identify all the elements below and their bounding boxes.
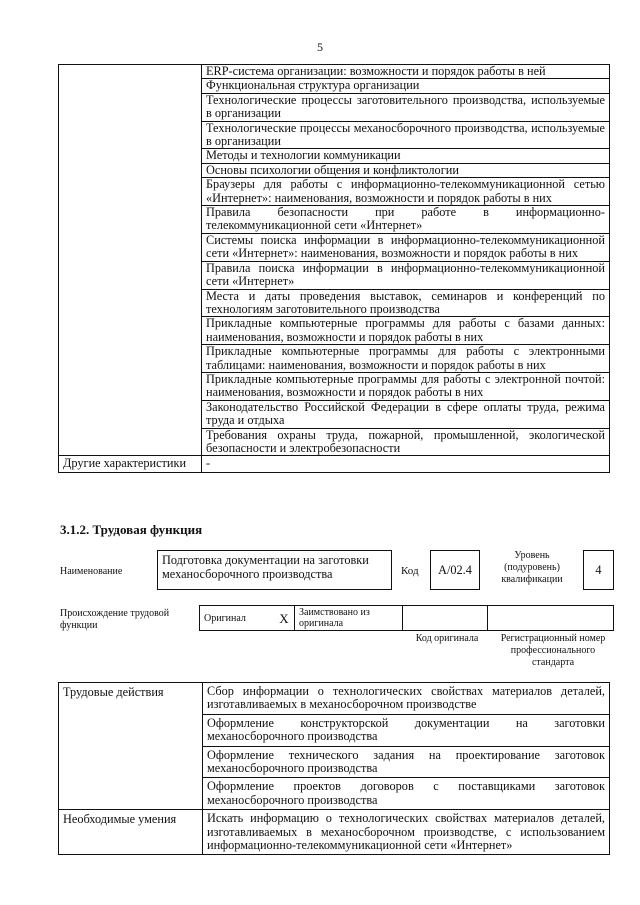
skills-label: Необходимые умения xyxy=(59,810,203,855)
other-characteristics-value: - xyxy=(202,456,610,472)
borrowed-label: Заимствовано из оригинала xyxy=(295,606,403,631)
level-label: Уровень (подуровень) квалификации xyxy=(501,550,563,585)
reg-number-label: Регистрационный номер профессионального стандарта xyxy=(500,633,606,668)
table-row xyxy=(59,65,610,79)
table-cell: Функциональная структура организации xyxy=(202,79,610,93)
table-row xyxy=(59,683,610,715)
section-title: 3.1.2. Трудовая функция xyxy=(60,522,203,537)
table-cell: Оформление конструкторской документации на заготовки механосборочного производства xyxy=(203,714,610,746)
original-label: Оригинал xyxy=(200,606,275,631)
table-cell: Системы поиска информации в информационно-телекоммуникационной сети «Интернет»: наименования, возможности и порядок работы в них xyxy=(202,233,610,261)
table-cell: Правила безопасности при работе в информационно-телекоммуникационной сети «Интернет» xyxy=(202,206,610,234)
table-cell: Браузеры для работы с информационно-телекоммуникационной сетью «Интернет»: наименования, возможности и порядок работы в них xyxy=(202,178,610,206)
table-row xyxy=(59,456,610,472)
table-row xyxy=(59,810,610,855)
origin-label: Происхождение трудовой функции xyxy=(60,608,170,631)
table-cell: Прикладные компьютерные программы для работы с электронной почтой: наименования, возможности и порядок работы в них xyxy=(202,372,610,400)
code-original-cell xyxy=(403,606,488,631)
table-cell: Основы психологии общения и конфликтологии xyxy=(202,163,610,177)
table-cell: Технологические процессы заготовительного производства, используемые в организации xyxy=(202,93,610,121)
actions-label: Трудовые действия xyxy=(59,683,203,810)
left-empty-cell xyxy=(59,65,202,456)
other-characteristics-label: Другие характеристики xyxy=(59,456,202,472)
name-label: Наименование xyxy=(60,566,123,577)
table-cell: Требования охраны труда, пожарной, промышленной, экологической безопасности и электробезопасности xyxy=(202,428,610,456)
table-cell: Оформление технического задания на проектирование заготовок механосборочного производства xyxy=(203,746,610,778)
original-mark: X xyxy=(274,606,295,631)
actions-table xyxy=(58,682,610,855)
table-cell: Сбор информации о технологических свойствах материалов деталей, изготавливаемых в механосборочном производстве xyxy=(203,683,610,715)
code-original-label: Код оригинала xyxy=(415,633,479,644)
function-name-box: Подготовка документации на заготовки механосборочного производства xyxy=(157,550,392,590)
level-box: 4 xyxy=(583,550,614,590)
table-cell: Методы и технологии коммуникации xyxy=(202,149,610,163)
code-box: А/02.4 xyxy=(430,550,480,590)
table-cell: Места и даты проведения выставок, семинаров и конференций по технологиям заготовительного производства xyxy=(202,289,610,317)
table-row xyxy=(200,606,614,631)
table-cell: Прикладные компьютерные программы для работы с электронными таблицами: наименования, возможности и порядок работы в них xyxy=(202,345,610,373)
table-cell: Технологические процессы механосборочного производства, используемые в организации xyxy=(202,121,610,149)
table-cell: Правила поиска информации в информационно-телекоммуникационной сети «Интернет» xyxy=(202,261,610,289)
table-cell: ERP-система организации: возможности и порядок работы в ней xyxy=(202,65,610,79)
knowledge-table xyxy=(58,64,610,473)
table-cell: Законодательство Российской Федерации в сфере оплаты труда, режима труда и отдыха xyxy=(202,400,610,428)
origin-table xyxy=(199,605,614,631)
table-cell: Оформление проектов договоров с поставщиками заготовок механосборочного производства xyxy=(203,778,610,810)
table-cell: Искать информацию о технологических свойствах материалов деталей, изготавливаемых в механосборочном производстве, с использованием информационно-телекоммуникационной сети «Интернет» xyxy=(203,810,610,855)
code-label: Код xyxy=(401,565,419,577)
table-cell: Прикладные компьютерные программы для работы с базами данных: наименования, возможности и порядок работы в них xyxy=(202,317,610,345)
page-number: 5 xyxy=(317,40,323,54)
reg-number-cell xyxy=(488,606,614,631)
